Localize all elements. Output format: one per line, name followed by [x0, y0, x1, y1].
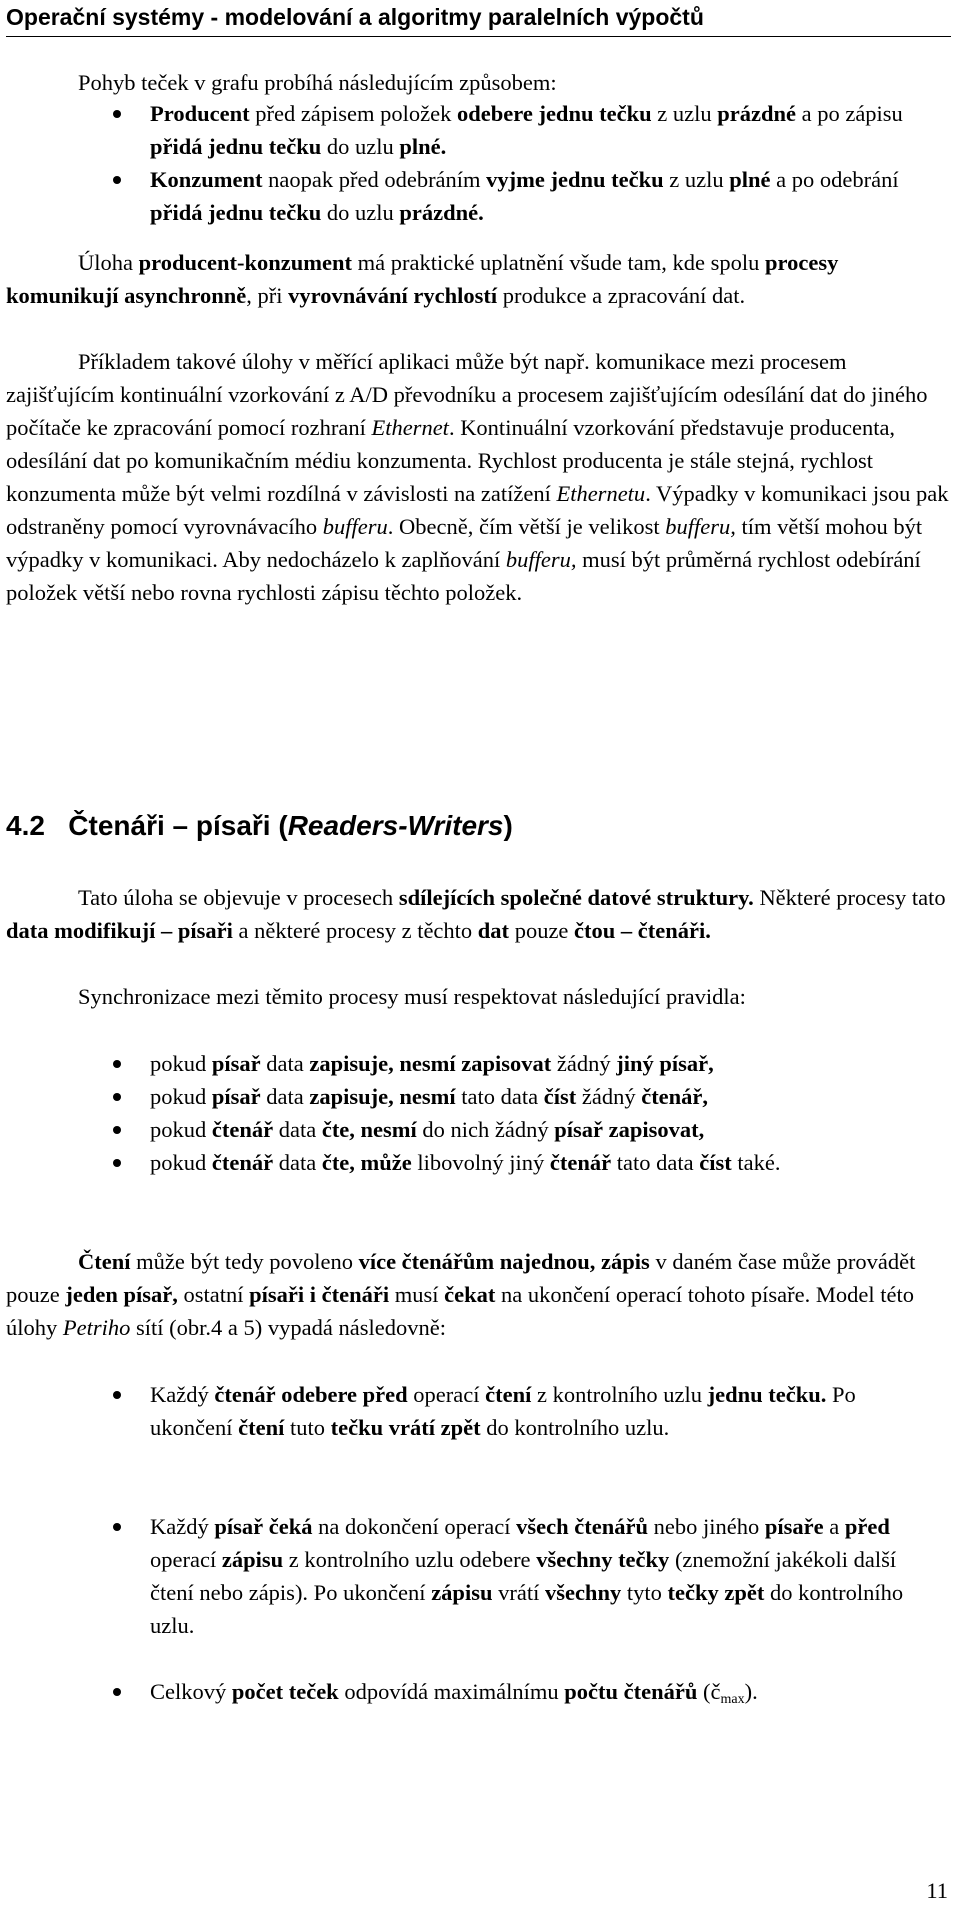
bullet-icon: [113, 1159, 121, 1167]
text-run: v daném čase může provádět pouze: [6, 1249, 916, 1307]
text-run: Po ukončení: [150, 1382, 856, 1440]
text-run: . Výpadky v komunikaci jsou pak odstraněny pomocí vyrovnávacího: [6, 481, 949, 539]
bold-run: čtou – čtenáři.: [574, 918, 711, 943]
paragraph-sync: Synchronizace mezi těmito procesy musí respektovat následující pravidla:: [78, 984, 746, 1009]
text-run: ostatní: [177, 1282, 250, 1307]
list-item: [150, 1080, 956, 1113]
bold-run: všech čtenářů: [516, 1514, 649, 1539]
bold-run: vyrovnávání rychlostí: [288, 283, 498, 308]
bold-run: písař čeká: [214, 1514, 313, 1539]
text-run: a po zápisu: [795, 101, 903, 126]
bold-run: zapisuje, nesmí: [309, 1084, 456, 1109]
bold-run: čekat: [444, 1282, 496, 1307]
italic-run: bufferu,: [505, 547, 577, 572]
bold-run: čte, nesmí: [321, 1117, 417, 1142]
text-run: tuto: [284, 1415, 331, 1440]
text-run: na ukončení operací tohoto písaře. Model této úlohy: [6, 1282, 914, 1340]
list-item: [150, 163, 950, 229]
text-run: . Obecně, čím větší je velikost: [387, 514, 666, 539]
bold-run: prázdné.: [399, 200, 484, 225]
bold-run: čtenář odebere před: [214, 1382, 408, 1407]
bold-run: zapisuje, nesmí zapisovat: [309, 1051, 552, 1076]
bold-run: přidá jednu tečku: [150, 134, 322, 159]
bullet-icon: [113, 1523, 121, 1531]
text-run: (znemožní jakékoli další čtení nebo zápis). Po ukončení: [150, 1547, 897, 1605]
bullet-icon: [113, 110, 121, 118]
text-run: žádný: [551, 1051, 617, 1076]
bold-run: plné.: [399, 134, 447, 159]
bold-run: přidá jednu tečku: [150, 200, 322, 225]
bold-run: dat: [477, 918, 510, 943]
text-run: data: [260, 1051, 310, 1076]
running-header: Operační systémy - modelování a algoritmy paralelních výpočtů: [6, 4, 951, 37]
bold-run: písař: [211, 1084, 261, 1109]
page-number: 11: [926, 1878, 948, 1903]
list-item: [150, 1675, 940, 1716]
bold-run: zápisu: [221, 1547, 284, 1572]
bold-run: vyjme jednu tečku: [486, 167, 664, 192]
text-run: odpovídá maximálnímu: [338, 1679, 565, 1704]
text-run: produkce a zpracování dat.: [497, 283, 746, 308]
bold-run: všechny: [544, 1580, 622, 1605]
text-run: , při: [246, 283, 289, 308]
bold-run: jeden písař,: [65, 1282, 178, 1307]
text-run: Úloha: [78, 250, 139, 275]
text-run: data: [273, 1150, 322, 1175]
text-run: tyto: [621, 1580, 668, 1605]
bold-run: čtení: [485, 1382, 532, 1407]
text-run: a některé procesy z těchto: [232, 918, 478, 943]
italic-run: Ethernet: [371, 415, 449, 440]
text-run: data: [260, 1084, 310, 1109]
text-run: nebo jiného: [648, 1514, 765, 1539]
bold-run: data modifikují – písaři: [6, 918, 233, 943]
bold-run: Čtení: [78, 1249, 131, 1274]
section-title-italic: Readers-Writers: [287, 810, 504, 841]
bold-run: sdílejících společné datové struktury.: [398, 885, 754, 910]
text-run: Celkový: [150, 1679, 232, 1704]
text-run: sítí (obr.4 a 5) vypadá následovně:: [130, 1315, 446, 1340]
text-run: operací: [150, 1547, 222, 1572]
text-run: a po odebrání: [770, 167, 899, 192]
bold-run: čtenář,: [641, 1084, 709, 1109]
italic-run: Ethernetu: [556, 481, 646, 506]
text-run: žádný: [576, 1084, 642, 1109]
bold-run: prázdné: [717, 101, 796, 126]
section-heading: [6, 810, 513, 842]
text-run: do nich žádný: [416, 1117, 555, 1142]
text-run: z uzlu: [651, 101, 718, 126]
text-run: do uzlu: [321, 134, 400, 159]
italic-run: bufferu,: [665, 514, 736, 539]
text-run: z uzlu: [663, 167, 730, 192]
text-run: Některé procesy tato: [753, 885, 946, 910]
list-item: [150, 1378, 920, 1444]
text-run: musí být průměrná rychlost odebírání položek větší nebo rovna rychlosti zápisu těchto položek.: [6, 547, 921, 605]
text-run: libovolný jiný: [411, 1150, 550, 1175]
bold-run: tečky zpět: [667, 1580, 765, 1605]
text-run: pokud: [150, 1051, 212, 1076]
text-run: do kontrolního uzlu.: [150, 1580, 904, 1638]
section-title-close: ): [503, 810, 513, 841]
text-run: do uzlu: [321, 200, 400, 225]
intro-line: Pohyb teček v grafu probíhá následujícím způsobem:: [78, 70, 557, 95]
bold-run: zápisu: [431, 1580, 493, 1605]
italic-run: bufferu: [322, 514, 388, 539]
text-run: z kontrolního uzlu: [531, 1382, 708, 1407]
list-item: [150, 97, 950, 163]
bold-run: písař zapisovat,: [554, 1117, 705, 1142]
bold-run: před: [844, 1514, 890, 1539]
paragraph-reading: [6, 1245, 956, 1344]
bold-run: čtenář: [549, 1150, 612, 1175]
text-run: do kontrolního uzlu.: [480, 1415, 670, 1440]
bold-run: čte, může: [321, 1150, 412, 1175]
bold-run: Producent: [150, 101, 250, 126]
text-run: vrátí: [492, 1580, 545, 1605]
text-run: naopak před odebráním: [262, 167, 487, 192]
paragraph-example: [6, 345, 956, 609]
text-run: operací: [407, 1382, 486, 1407]
bold-run: číst: [543, 1084, 577, 1109]
text-run: musí: [389, 1282, 445, 1307]
text-run: před zápisem položek: [249, 101, 458, 126]
text-run: tato data: [611, 1150, 700, 1175]
bold-run: čtenář: [211, 1117, 274, 1142]
bold-run: číst: [699, 1150, 732, 1175]
text-run: ).: [744, 1679, 758, 1704]
bold-run: Konzument: [150, 167, 263, 192]
bullet-icon: [113, 1060, 121, 1068]
italic-run: Petriho: [62, 1315, 131, 1340]
bold-run: jiný písař,: [616, 1051, 714, 1076]
list-item: [150, 1113, 956, 1146]
bold-run: jednu tečku.: [707, 1382, 827, 1407]
text-run: pokud: [150, 1150, 212, 1175]
text-run: Tato úloha se objevuje v procesech: [78, 885, 399, 910]
bold-run: producent-konzument: [138, 250, 352, 275]
bold-run: všechny tečky: [536, 1547, 670, 1572]
bold-run: písař: [211, 1051, 261, 1076]
bold-run: písaře: [764, 1514, 824, 1539]
bold-run: více čtenářům najednou, zápis: [358, 1249, 650, 1274]
bold-run: procesy komunikují asynchronně: [6, 250, 839, 308]
text-run: Každý: [150, 1382, 215, 1407]
bold-run: počet teček: [231, 1679, 339, 1704]
list-item: [150, 1047, 956, 1080]
bold-run: písaři i čtenáři: [249, 1282, 390, 1307]
bullet-icon: [113, 1391, 121, 1399]
bullet-icon: [113, 1126, 121, 1134]
text-run: pouze: [509, 918, 575, 943]
text-run: Příkladem takové úlohy v měřící aplikaci může být např. komunikace mezi procesem zajišťujícím kontinuální vzorkování z A/D převodníku a procesem zajišťujícím odesílání dat do jiného počítače ke zpracování pomocí rozhraní: [6, 349, 928, 440]
text-run: může být tedy povoleno: [130, 1249, 359, 1274]
text-run: na dokončení operací: [312, 1514, 517, 1539]
text-run: . Kontinuální vzorkování představuje producenta, odesílání dat po komunikačním médiu konzumenta. Rychlost producenta je stále stejná, rychlost konzumenta může být velmi rozdílná v závislosti na zatížení: [6, 415, 896, 506]
bullet-icon: [113, 1688, 121, 1696]
section-title: Čtenáři – písaři (: [68, 810, 288, 841]
text-run: tím větší mohou být výpadky v komunikaci. Aby nedocházelo k zaplňování: [6, 514, 923, 572]
bold-run: čtení: [238, 1415, 285, 1440]
bold-run: počtu čtenářů: [564, 1679, 698, 1704]
text-run: pokud: [150, 1117, 212, 1142]
text-run: pokud: [150, 1084, 212, 1109]
text-run: z kontrolního uzlu odebere: [283, 1547, 537, 1572]
section-number: 4.2: [6, 810, 45, 841]
paragraph-task: [6, 246, 956, 312]
text-run: data: [273, 1117, 322, 1142]
text-run: (č: [697, 1679, 721, 1704]
text-run: má praktické uplatnění všude tam, kde spolu: [351, 250, 766, 275]
text-run: Každý: [150, 1514, 215, 1539]
bullet-icon: [113, 1093, 121, 1101]
text-run: tato data: [455, 1084, 544, 1109]
bold-run: čtenář: [211, 1150, 274, 1175]
paragraph-readers-writers: [6, 881, 956, 947]
list-item: [150, 1146, 956, 1179]
bold-run: odebere jednu tečku: [457, 101, 652, 126]
text-run: a: [823, 1514, 845, 1539]
text-run: také.: [731, 1150, 781, 1175]
bold-run: tečku vrátí zpět: [330, 1415, 481, 1440]
list-item: [150, 1510, 940, 1642]
bullet-icon: [113, 176, 121, 184]
bold-run: plné: [729, 167, 771, 192]
subscript-run: max: [720, 1692, 745, 1707]
